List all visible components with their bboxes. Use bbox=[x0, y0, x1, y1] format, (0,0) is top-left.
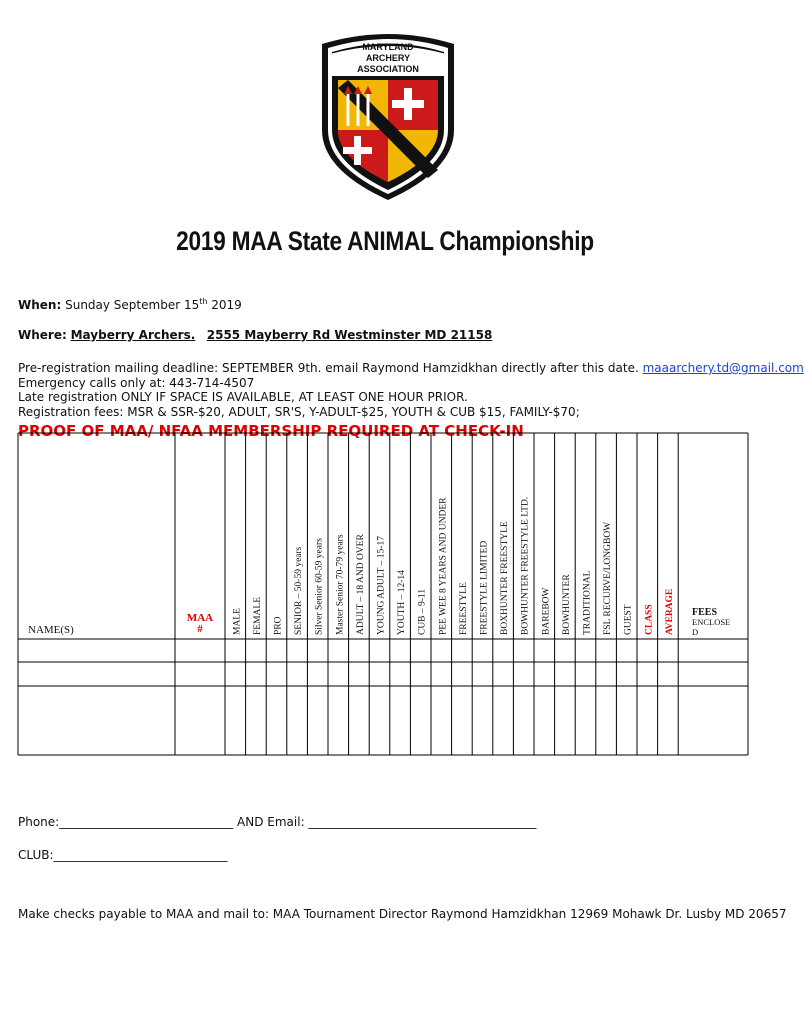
emergency-text: Emergency calls only at: 443-714-4507 bbox=[18, 375, 255, 390]
when-year: 2019 bbox=[207, 298, 242, 312]
column-header-barebow: BAREBOW bbox=[541, 587, 552, 635]
fees-enclosed-header: ENCLOSE bbox=[692, 617, 731, 627]
column-header-senior-50-59-years: SENIOR – 50-59 years bbox=[294, 546, 305, 635]
column-header-bowhunter-freestyle-ltd-: BOWHUNTER FREESTYLE LTD. bbox=[520, 496, 531, 635]
when-date: Sunday September 15 bbox=[65, 298, 200, 312]
logo-line-3: ASSOCIATION bbox=[357, 64, 419, 74]
table-row[interactable] bbox=[18, 686, 748, 755]
column-header-traditional: TRADITIONAL bbox=[582, 570, 593, 635]
where-line bbox=[18, 328, 492, 342]
maa-logo bbox=[318, 30, 458, 202]
column-header-freestyle-limited: FREESTYLE LIMITED bbox=[479, 540, 490, 635]
column-header-boxhunter-freestyle: BOXHUNTER FREESTYLE bbox=[500, 521, 511, 635]
club-line: CLUB:_____________________________ bbox=[18, 848, 228, 862]
when-label: When: bbox=[18, 298, 62, 312]
email-link[interactable]: maaarchery.td@gmail.com bbox=[642, 361, 804, 375]
column-header-young-adult-15-17: YOUNG ADULT – 15-17 bbox=[376, 536, 387, 635]
phone-email-line: Phone:_____________________________ AND Email: ______________________________________ bbox=[18, 815, 537, 829]
logo-line-2: ARCHERY bbox=[365, 53, 411, 63]
registration-table bbox=[18, 433, 748, 755]
column-header-female: FEMALE bbox=[252, 597, 263, 635]
column-header-fsl-recurve-longbow: FSL RECURVE/LONGBOW bbox=[603, 521, 614, 635]
column-header-youth-12-14: YOUTH – 12-14 bbox=[397, 570, 408, 635]
column-header-pro: PRO bbox=[273, 616, 284, 635]
table-row[interactable] bbox=[18, 639, 748, 662]
maa-number-header: # bbox=[197, 623, 203, 635]
fees-enclosed-header: FEES bbox=[692, 607, 718, 618]
when-date-suffix: th bbox=[199, 297, 208, 306]
info-block bbox=[18, 361, 804, 419]
column-header-class: CLASS bbox=[644, 604, 655, 635]
where-place: Mayberry Archers. bbox=[70, 328, 196, 342]
column-header-pee-wee-8-years-and-under: PEE WEE 8 YEARS AND UNDER bbox=[438, 497, 449, 635]
deadline-text: Pre-registration mailing deadline: SEPTEMBER 9th. email Raymond Hamzidkhan directly after this date. bbox=[18, 361, 639, 375]
column-header-silver-senior-60-59-years: Silver Senior 60-59 years bbox=[314, 538, 325, 635]
page-title: 2019 MAA State ANIMAL Championship bbox=[176, 226, 594, 256]
column-header-cub-9-11: CUB – 9-11 bbox=[417, 588, 428, 635]
where-address: 2555 Mayberry Rd Westminster MD 21158 bbox=[206, 328, 493, 342]
column-header-bowhunter: BOWHUNTER bbox=[561, 574, 572, 635]
registration-grid bbox=[18, 433, 748, 755]
column-header-master-senior-70-79-years: Master Senior 70-79 years bbox=[335, 534, 346, 635]
where-label: Where: bbox=[18, 328, 67, 342]
column-header-freestyle: FREESTYLE bbox=[458, 582, 469, 635]
fees-enclosed-header: D bbox=[692, 627, 699, 637]
maa-number-header: MAA bbox=[186, 612, 214, 624]
membership-notice: PROOF OF MAA/ NFAA MEMBERSHIP REQUIRED AT CHECK-IN bbox=[18, 422, 524, 440]
maa-shield-icon bbox=[318, 30, 458, 202]
column-header-average: AVERAGE bbox=[664, 588, 675, 635]
fees-text: Registration fees: MSR & SSR-$20, ADULT, SR'S, Y-ADULT-$25, YOUTH & CUB $15, FAMILY-$70; bbox=[18, 404, 580, 419]
when-line bbox=[18, 297, 242, 312]
column-header-male: MALE bbox=[232, 608, 243, 635]
table-row[interactable] bbox=[18, 662, 748, 686]
name-column-header: NAME(S) bbox=[28, 624, 74, 636]
logo-line-1: MARYLAND bbox=[362, 42, 414, 52]
late-registration-text: Late registration ONLY IF SPACE IS AVAILABLE, AT LEAST ONE HOUR PRIOR. bbox=[18, 390, 468, 404]
column-header-guest: GUEST bbox=[623, 604, 634, 635]
column-header-adult-18-and-over: ADULT – 18 AND OVER bbox=[355, 534, 366, 635]
mailing-instructions: Make checks payable to MAA and mail to: MAA Tournament Director Raymond Hamzidkhan 12969 Mohawk Dr. Lusby MD 20657 bbox=[18, 907, 787, 921]
